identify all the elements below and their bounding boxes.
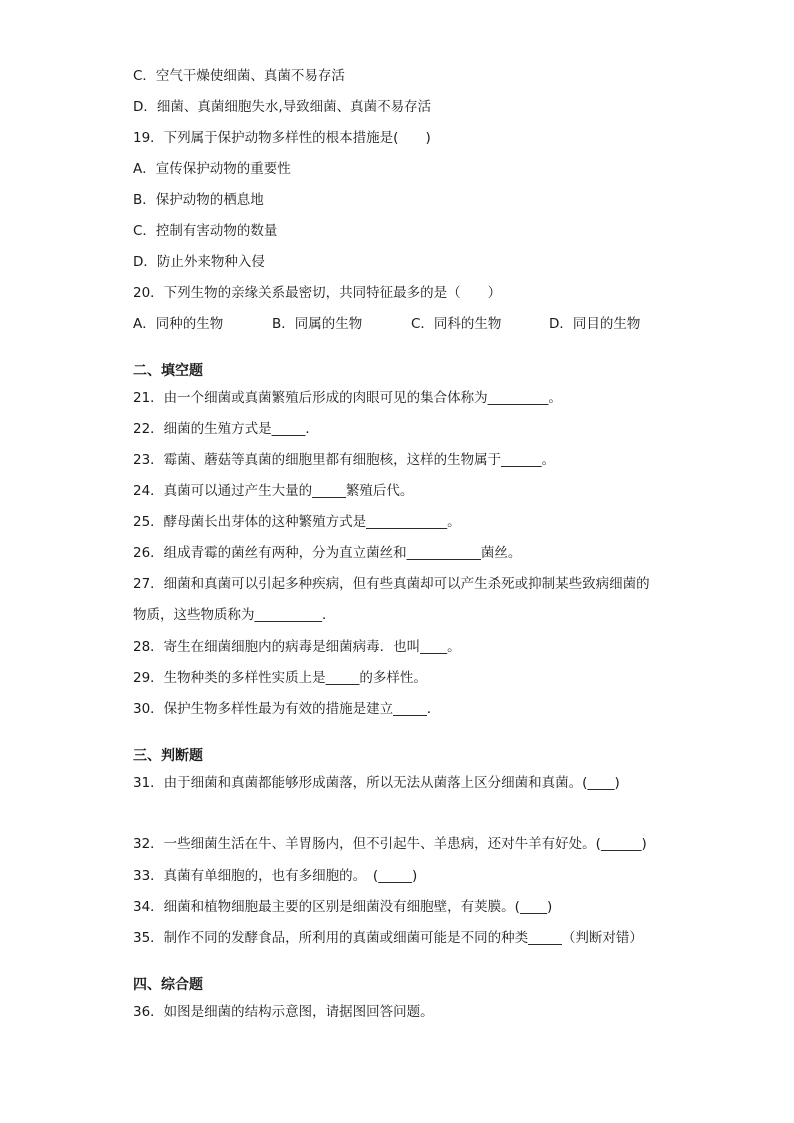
q20-stem: 20．下列生物的亲缘关系最密切，共同特征最多的是（ ） (133, 285, 502, 301)
q20-option-a: A．同种的生物 (133, 316, 224, 332)
q23: 23．霉菌、蘑菇等真菌的细胞里都有细胞核，这样的生物属于______。 (133, 452, 556, 468)
q19-option-d: D．防止外来物种入侵 (133, 254, 265, 270)
q18-option-c: C．空气干燥使细菌、真菌不易存活 (133, 68, 345, 84)
q20-option-b: B．同属的生物 (272, 316, 363, 332)
q19-option-c: C．控制有害动物的数量 (133, 223, 278, 239)
q20-option-d: D．同目的生物 (549, 316, 641, 332)
q30: 30．保护生物多样性最为有效的措施是建立_____． (133, 701, 441, 717)
q36: 36．如图是细菌的结构示意图，请据图回答问题。 (133, 1004, 434, 1020)
q21: 21．由一个细菌或真菌繁殖后形成的肉眼可见的集合体称为_________。 (133, 390, 562, 406)
q20-options (133, 315, 640, 333)
q33: 33．真菌有单细胞的，也有多细胞的。 (_____) (133, 868, 418, 884)
q28: 28．寄生在细菌细胞内的病毒是细菌病毒．也叫____。 (133, 639, 461, 655)
q27-line-1: 27．细菌和真菌可以引起多种疾病，但有些真菌却可以产生杀死或抑制某些致病细菌的 (133, 576, 650, 592)
q27-line-2: 物质，这些物质称为__________． (133, 607, 336, 623)
q31: 31．由于细菌和真菌都能够形成菌落，所以无法从菌落上区分细菌和真菌。(____) (133, 775, 620, 791)
section-3-heading: 三、判断题 (133, 748, 203, 764)
q35: 35．制作不同的发酵食品，所利用的真菌或细菌可能是不同的种类_____（判断对错） (133, 930, 643, 946)
q19-stem: 19．下列属于保护动物多样性的根本措施是( ) (133, 130, 431, 146)
q19-option-a: A．宣传保护动物的重要性 (133, 161, 291, 177)
q20-option-c: C．同科的生物 (411, 316, 502, 332)
section-2-heading: 二、填空题 (133, 363, 203, 379)
q26: 26．组成青霉的菌丝有两种，分为直立菌丝和___________菌丝。 (133, 545, 522, 561)
section-4-heading: 四、综合题 (133, 977, 203, 993)
q24: 24．真菌可以通过产生大量的_____繁殖后代。 (133, 483, 414, 499)
q34: 34．细菌和植物细胞最主要的区别是细菌没有细胞壁，有荚膜。(____) (133, 899, 553, 915)
q18-option-d: D．细菌、真菌细胞失水,导致细菌、真菌不易存活 (133, 99, 432, 115)
q25: 25．酵母菌长出芽体的这种繁殖方式是____________。 (133, 514, 461, 530)
q22: 22．细菌的生殖方式是_____． (133, 421, 319, 437)
q29: 29．生物种类的多样性实质上是_____的多样性。 (133, 670, 427, 686)
q19-option-b: B．保护动物的栖息地 (133, 192, 264, 208)
q32: 32．一些细菌生活在牛、羊胃肠内，但不引起牛、羊患病，还对牛羊有好处。(______) (133, 836, 647, 852)
